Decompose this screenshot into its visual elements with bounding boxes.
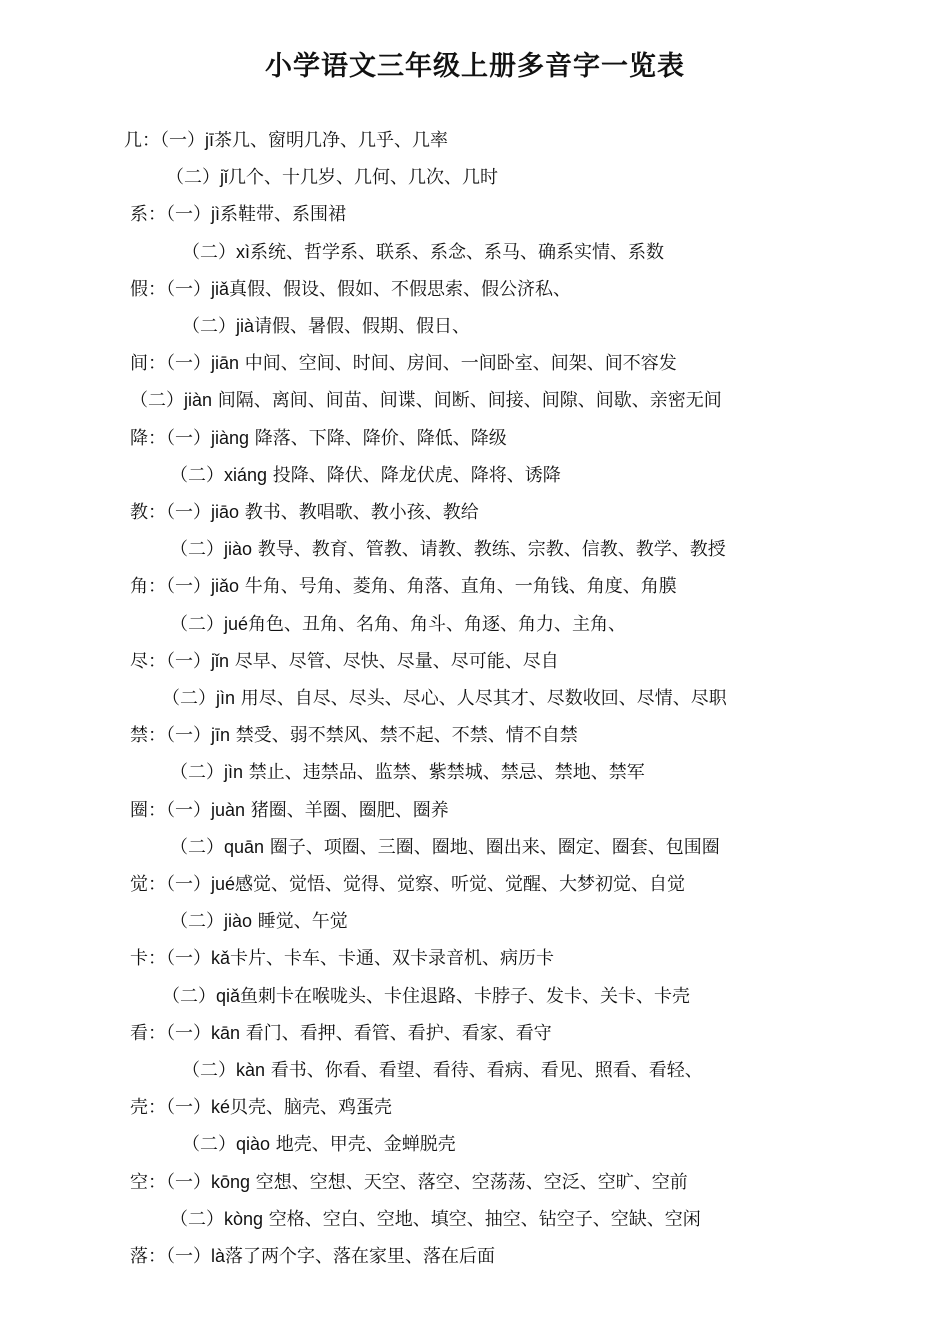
reading-number: （二） — [170, 1209, 224, 1230]
pinyin: jiǎo — [211, 576, 240, 596]
list-item — [182, 308, 470, 345]
reading-number: （一） — [166, 279, 211, 300]
headword: 壳： — [130, 1097, 166, 1118]
list-item — [130, 643, 559, 680]
pinyin: qiào — [236, 1134, 271, 1154]
reading-number: （二） — [170, 539, 224, 560]
list-item — [130, 494, 479, 531]
headword: 看： — [130, 1023, 166, 1044]
example-words: 茶几、窗明几净、几乎、几率 — [214, 130, 448, 151]
reading-number: （二） — [162, 688, 216, 709]
pinyin: jīn — [211, 725, 231, 745]
reading-number: （一） — [166, 576, 211, 597]
pinyin: jià — [236, 316, 255, 336]
example-words: 卡片、卡车、卡通、双卡录音机、病历卡 — [230, 948, 555, 969]
list-item — [162, 680, 727, 717]
example-words: 系鞋带、系围裙 — [220, 204, 346, 225]
example-words: 睡觉、午觉 — [252, 911, 348, 932]
example-words: 教书、教唱歌、教小孩、教给 — [239, 502, 479, 523]
reading-number: （一） — [166, 948, 211, 969]
list-item — [130, 940, 554, 977]
example-words: 几个、十几岁、几何、几次、几时 — [228, 167, 498, 188]
example-words: 尽早、尽管、尽快、尽量、尽可能、尽自 — [229, 651, 559, 672]
pinyin: kǎ — [211, 948, 231, 968]
example-words: 感觉、觉悟、觉得、觉察、听觉、觉醒、大梦初觉、自觉 — [235, 874, 686, 895]
example-words: 空想、空想、天空、落空、空荡荡、空泛、空旷、空前 — [250, 1172, 688, 1193]
list-item — [124, 122, 448, 159]
example-words: 牛角、号角、菱角、角落、直角、一角钱、角度、角膜 — [239, 576, 677, 597]
reading-number: （一） — [166, 725, 211, 746]
headword: 觉： — [130, 874, 166, 895]
list-item — [170, 606, 626, 643]
reading-number: （二） — [182, 316, 236, 337]
reading-number: （一） — [166, 1246, 211, 1267]
example-words: 看书、你看、看望、看待、看病、看见、照看、看轻、 — [265, 1060, 703, 1081]
list-item — [170, 457, 561, 494]
reading-number: （二） — [162, 986, 216, 1007]
reading-number: （一） — [166, 800, 211, 821]
pinyin: qiǎ — [216, 986, 241, 1006]
example-words: 猪圈、羊圈、圈肥、圈养 — [245, 800, 449, 821]
example-words: 鱼刺卡在喉咙头、卡住退路、卡脖子、发卡、关卡、卡壳 — [240, 986, 691, 1007]
headword: 落： — [130, 1246, 166, 1267]
reading-number: （一） — [166, 874, 211, 895]
list-item — [170, 1201, 701, 1238]
example-words: 中间、空间、时间、房间、一间卧室、间架、间不容发 — [239, 353, 677, 374]
example-words: 贝壳、脑壳、鸡蛋壳 — [230, 1097, 393, 1118]
reading-number: （一） — [166, 428, 211, 449]
list-item — [130, 1238, 495, 1275]
pinyin: jiān — [211, 353, 240, 373]
reading-number: （一） — [166, 1023, 211, 1044]
pinyin: xì — [236, 242, 251, 262]
reading-number: （一） — [166, 502, 211, 523]
list-item — [130, 1164, 688, 1201]
example-words: 真假、假设、假如、不假思索、假公济私、 — [229, 279, 572, 300]
example-words: 系统、哲学系、联系、系念、系马、确系实情、系数 — [250, 242, 665, 263]
list-item — [182, 1126, 456, 1163]
pinyin: jìn — [216, 688, 236, 708]
headword: 间： — [130, 353, 166, 374]
reading-number: （一） — [160, 130, 205, 151]
list-item — [130, 568, 677, 605]
reading-number: （二） — [166, 167, 220, 188]
pinyin: kàn — [236, 1060, 266, 1080]
reading-number: （二） — [170, 465, 224, 486]
reading-number: （二） — [170, 762, 224, 783]
list-item — [130, 382, 722, 419]
headword: 教： — [130, 502, 166, 523]
example-words: 降落、下降、降价、降低、降级 — [249, 428, 507, 449]
reading-number: （二） — [182, 1060, 236, 1081]
reading-number: （一） — [166, 1172, 211, 1193]
example-words: 看门、看押、看管、看护、看家、看守 — [240, 1023, 552, 1044]
example-words: 请假、暑假、假期、假日、 — [254, 316, 471, 337]
pinyin: kōng — [211, 1172, 251, 1192]
page-title: 小学语文三年级上册多音字一览表 — [265, 51, 685, 82]
example-words: 落了两个字、落在家里、落在后面 — [225, 1246, 496, 1267]
list-item — [130, 420, 507, 457]
example-words: 投降、降伏、降龙伏虎、降将、诱降 — [267, 465, 561, 486]
list-item — [130, 1089, 392, 1126]
headword: 角： — [130, 576, 166, 597]
reading-number: （二） — [130, 390, 184, 411]
example-words: 间隔、离间、间苗、间谍、间断、间接、间隙、间歇、亲密无间 — [212, 390, 722, 411]
list-item — [130, 271, 571, 308]
reading-number: （二） — [170, 911, 224, 932]
example-words: 禁受、弱不禁风、禁不起、不禁、情不自禁 — [230, 725, 578, 746]
list-item — [130, 792, 449, 829]
list-item — [166, 159, 498, 196]
pinyin: quān — [224, 837, 265, 857]
headword: 空： — [130, 1172, 166, 1193]
example-words: 角色、丑角、名角、角斗、角逐、角力、主角、 — [248, 614, 627, 635]
list-item — [130, 866, 685, 903]
headword: 几： — [124, 130, 160, 151]
pinyin: kān — [211, 1023, 241, 1043]
list-item — [170, 531, 726, 568]
reading-number: （一） — [166, 204, 211, 225]
reading-number: （二） — [170, 837, 224, 858]
reading-number: （二） — [182, 1134, 236, 1155]
pinyin: jìn — [224, 762, 244, 782]
example-words: 地壳、甲壳、金蝉脱壳 — [270, 1134, 456, 1155]
pinyin: jì — [211, 204, 220, 224]
headword: 假： — [130, 279, 166, 300]
list-item — [130, 196, 346, 233]
list-item — [162, 978, 690, 1015]
pinyin: kòng — [224, 1209, 264, 1229]
example-words: 禁止、违禁品、监禁、紫禁城、禁忌、禁地、禁军 — [243, 762, 645, 783]
pinyin: jiǎ — [211, 279, 230, 299]
pinyin: xiáng — [224, 465, 268, 485]
pinyin: jiàn — [184, 390, 213, 410]
headword: 尽： — [130, 651, 166, 672]
example-words: 用尽、自尽、尽头、尽心、人尽其才、尽数收回、尽情、尽职 — [235, 688, 727, 709]
reading-number: （二） — [170, 614, 224, 635]
pinyin: jǐn — [211, 651, 230, 671]
pinyin: ké — [211, 1097, 231, 1117]
reading-number: （一） — [166, 651, 211, 672]
headword: 降： — [130, 428, 166, 449]
pinyin: jiào — [224, 911, 253, 931]
list-item — [130, 717, 578, 754]
reading-number: （二） — [182, 242, 236, 263]
list-item — [182, 1052, 703, 1089]
example-words: 教导、教育、管教、请教、教练、宗教、信教、教学、教授 — [252, 539, 726, 560]
headword: 圈： — [130, 800, 166, 821]
example-words: 圈子、项圈、三圈、圈地、圈出来、圈定、圈套、包围圈 — [264, 837, 720, 858]
reading-number: （一） — [166, 1097, 211, 1118]
pinyin: jiāo — [211, 502, 240, 522]
pinyin: jǐ — [220, 167, 228, 187]
list-item — [182, 234, 664, 271]
pinyin: là — [211, 1246, 226, 1266]
pinyin: jué — [224, 614, 249, 634]
reading-number: （一） — [166, 353, 211, 374]
pinyin: juàn — [211, 800, 246, 820]
headword: 系： — [130, 204, 166, 225]
pinyin: jiàng — [211, 428, 250, 448]
pinyin: jué — [211, 874, 236, 894]
list-item — [170, 754, 645, 791]
list-item — [170, 903, 348, 940]
pinyin: jiào — [224, 539, 253, 559]
list-item — [170, 829, 720, 866]
example-words: 空格、空白、空地、填空、抽空、钻空子、空缺、空闲 — [263, 1209, 701, 1230]
pinyin: jī — [205, 130, 214, 150]
list-item — [130, 1015, 552, 1052]
headword: 卡： — [130, 948, 166, 969]
list-item — [130, 345, 677, 382]
headword: 禁： — [130, 725, 166, 746]
